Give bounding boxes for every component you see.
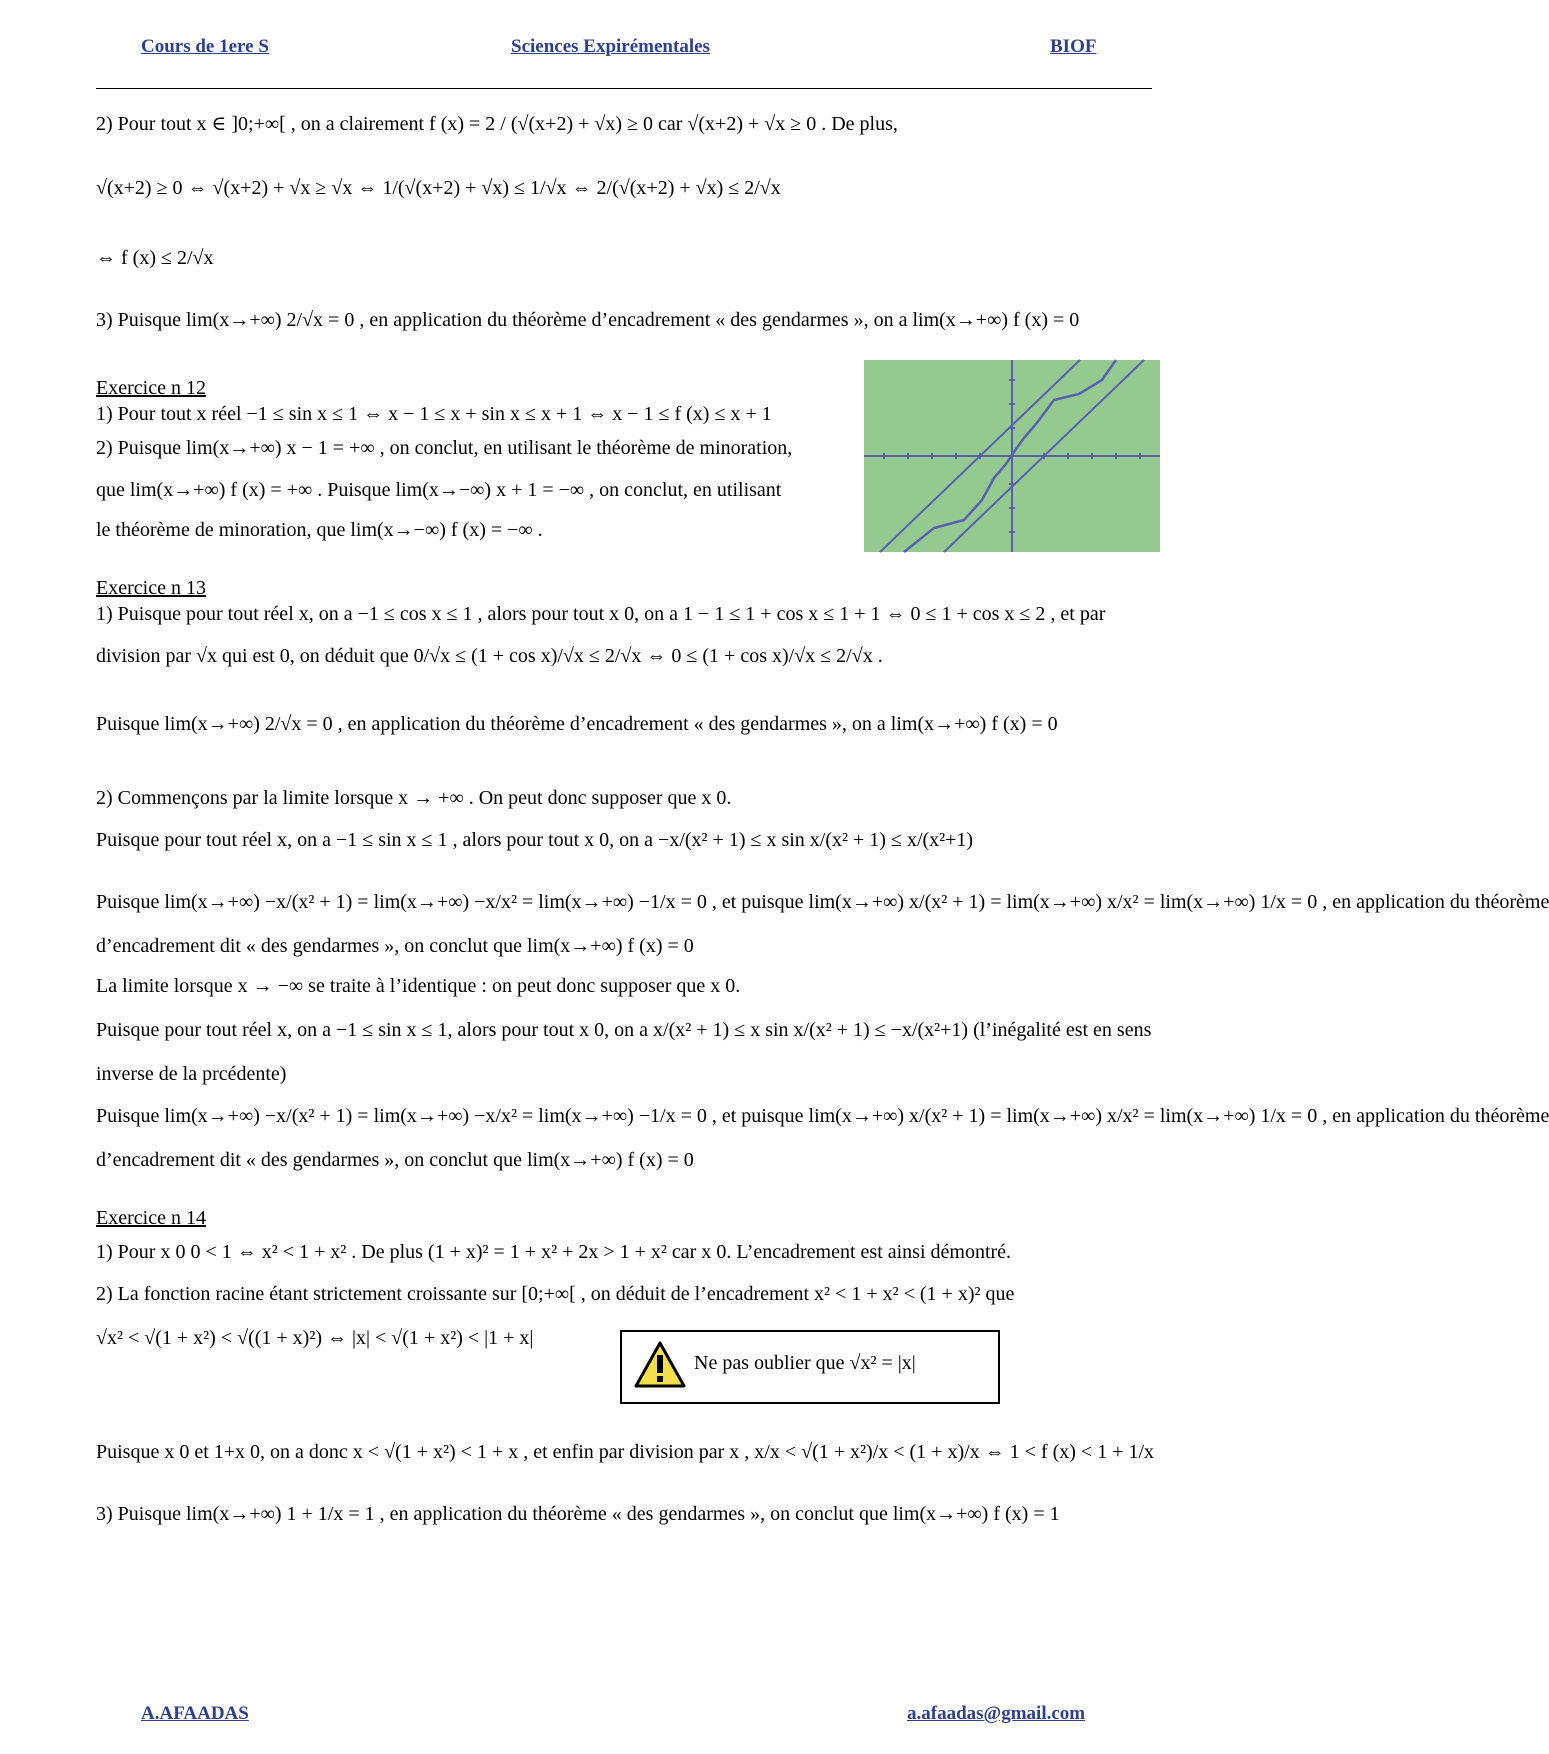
ex11-q2-line1: 2) Pour tout x ∈ ]0;+∞[ , on a clairement f (x) = 2 / (√(x+2) + √x) ≥ 0 car √(x+2) + √x ≥ 0 . De plus, bbox=[96, 113, 898, 135]
ex13-title: Exercice n 13 bbox=[96, 577, 206, 599]
header-course: Cours de 1ere S bbox=[141, 36, 269, 57]
graph-svg bbox=[864, 360, 1160, 552]
ex13-q2i: d’encadrement dit « des gendarmes », on conclut que lim(x→+∞) f (x) = 0 bbox=[96, 1149, 694, 1171]
header-rule bbox=[96, 88, 1152, 89]
ex14-q2a: 2) La fonction racine étant strictement croissante sur [0;+∞[ , on déduit de l’encadrement x² < 1 + x² < (1 + x)² que bbox=[96, 1283, 1015, 1305]
ex13-q2b: Puisque pour tout réel x, on a −1 ≤ sin x ≤ 1 , alors pour tout x 0, on a −x/(x² + 1) ≤ x sin x/(x² + 1) ≤ x/(x²+1) bbox=[96, 829, 974, 851]
ex12-q2b: que lim(x→+∞) f (x) = +∞ . Puisque lim(x→−∞) x + 1 = −∞ , on conclut, en utilisant bbox=[96, 479, 782, 501]
ex12-q2a: 2) Puisque lim(x→+∞) x − 1 = +∞ , on conclut, en utilisant le théorème de minoration, bbox=[96, 437, 793, 459]
warning-box bbox=[620, 1330, 1000, 1404]
footer-email-link[interactable]: a.afaadas@gmail.com bbox=[907, 1703, 1086, 1724]
ex13-q1b: division par √x qui est 0, on déduit que 0/√x ≤ (1 + cos x)/√x ≤ 2/√x ⇔ 0 ≤ (1 + cos x)/√x ≤ 2/√x . bbox=[96, 645, 883, 667]
ex14-q2b: √x² < √(1 + x²) < √((1 + x)²) ⇔ |x| < √(1 + x²) < |1 + x| bbox=[96, 1327, 534, 1349]
ex14-q3: 3) Puisque lim(x→+∞) 1 + 1/x = 1 , en application du théorème « des gendarmes », on conclut que lim(x→+∞) f (x) = 1 bbox=[96, 1503, 1060, 1525]
ex12-q2c: le théorème de minoration, que lim(x→−∞) f (x) = −∞ . bbox=[96, 519, 543, 541]
ex14-q2c: Puisque x 0 et 1+x 0, on a donc x < √(1 + x²) < 1 + x , et enfin par division par x , x/x < √(1 + x²)/x < (1 + x)/x ⇔ 1 < f (x) < 1 + 1/x bbox=[96, 1441, 1155, 1463]
ex14-title: Exercice n 14 bbox=[96, 1207, 206, 1229]
ex13-q2c: Puisque lim(x→+∞) −x/(x² + 1) = lim(x→+∞) −x/x² = lim(x→+∞) −1/x = 0 , et puisque lim(x→+∞) x/(x² + 1) = lim(x→+∞) x/x² = lim(x→+∞) 1/x = 0 , en application du théorème bbox=[96, 891, 1549, 913]
ex13-q1c: Puisque lim(x→+∞) 2/√x = 0 , en application du théorème d’encadrement « des gendarmes », on a lim(x→+∞) f (x) = 0 bbox=[96, 713, 1058, 735]
header-program: BIOF bbox=[1050, 36, 1097, 57]
header-section: Sciences Expirémentales bbox=[511, 36, 710, 57]
ex12-q1: 1) Pour tout x réel −1 ≤ sin x ≤ 1 ⇔ x − 1 ≤ x + sin x ≤ x + 1 ⇔ x − 1 ≤ f (x) ≤ x + 1 bbox=[96, 403, 772, 425]
ex14-q1: 1) Pour x 0 0 < 1 ⇔ x² < 1 + x² . De plus (1 + x)² = 1 + x² + 2x > 1 + x² car x 0. L’encadrement est ainsi démontré. bbox=[96, 1241, 1012, 1263]
function-graph bbox=[864, 360, 1160, 552]
footer-author: A.AFAADAS bbox=[141, 1703, 249, 1724]
ex13-q2g: inverse de la prcédente) bbox=[96, 1063, 287, 1085]
ex12-title: Exercice n 12 bbox=[96, 377, 206, 399]
ex13-q2a: 2) Commençons par la limite lorsque x → +∞ . On peut donc supposer que x 0. bbox=[96, 787, 732, 809]
ex13-q2h: Puisque lim(x→+∞) −x/(x² + 1) = lim(x→+∞) −x/x² = lim(x→+∞) −1/x = 0 , et puisque lim(x→+∞) x/(x² + 1) = lim(x→+∞) x/x² = lim(x→+∞) 1/x = 0 , en application du théorème bbox=[96, 1105, 1549, 1127]
ex13-q2d: d’encadrement dit « des gendarmes », on conclut que lim(x→+∞) f (x) = 0 bbox=[96, 935, 694, 957]
ex13-q2f: Puisque pour tout réel x, on a −1 ≤ sin x ≤ 1, alors pour tout x 0, on a x/(x² + 1) ≤ x sin x/(x² + 1) ≤ −x/(x²+1) (l’inégalité est en sens bbox=[96, 1019, 1152, 1041]
ex13-q1a: 1) Puisque pour tout réel x, on a −1 ≤ cos x ≤ 1 , alors pour tout x 0, on a 1 − 1 ≤ 1 + cos x ≤ 1 + 1 ⇔ 0 ≤ 1 + cos x ≤ 2 , et par bbox=[96, 603, 1106, 625]
ex11-q3: 3) Puisque lim(x→+∞) 2/√x = 0 , en application du théorème d’encadrement « des gendarmes », on a lim(x→+∞) f (x) = 0 bbox=[96, 309, 1080, 331]
ex11-q2-line2: √(x+2) ≥ 0 ⇔ √(x+2) + √x ≥ √x ⇔ 1/(√(x+2) + √x) ≤ 1/√x ⇔ 2/(√(x+2) + √x) ≤ 2/√x bbox=[96, 177, 781, 199]
ex13-q2e: La limite lorsque x → −∞ se traite à l’identique : on peut donc supposer que x 0. bbox=[96, 975, 741, 997]
ex11-q2-line3: ⇔ f (x) ≤ 2/√x bbox=[96, 247, 214, 269]
warning-text: Ne pas oublier que √x² = |x| bbox=[694, 1352, 916, 1374]
warning-icon bbox=[634, 1340, 686, 1390]
